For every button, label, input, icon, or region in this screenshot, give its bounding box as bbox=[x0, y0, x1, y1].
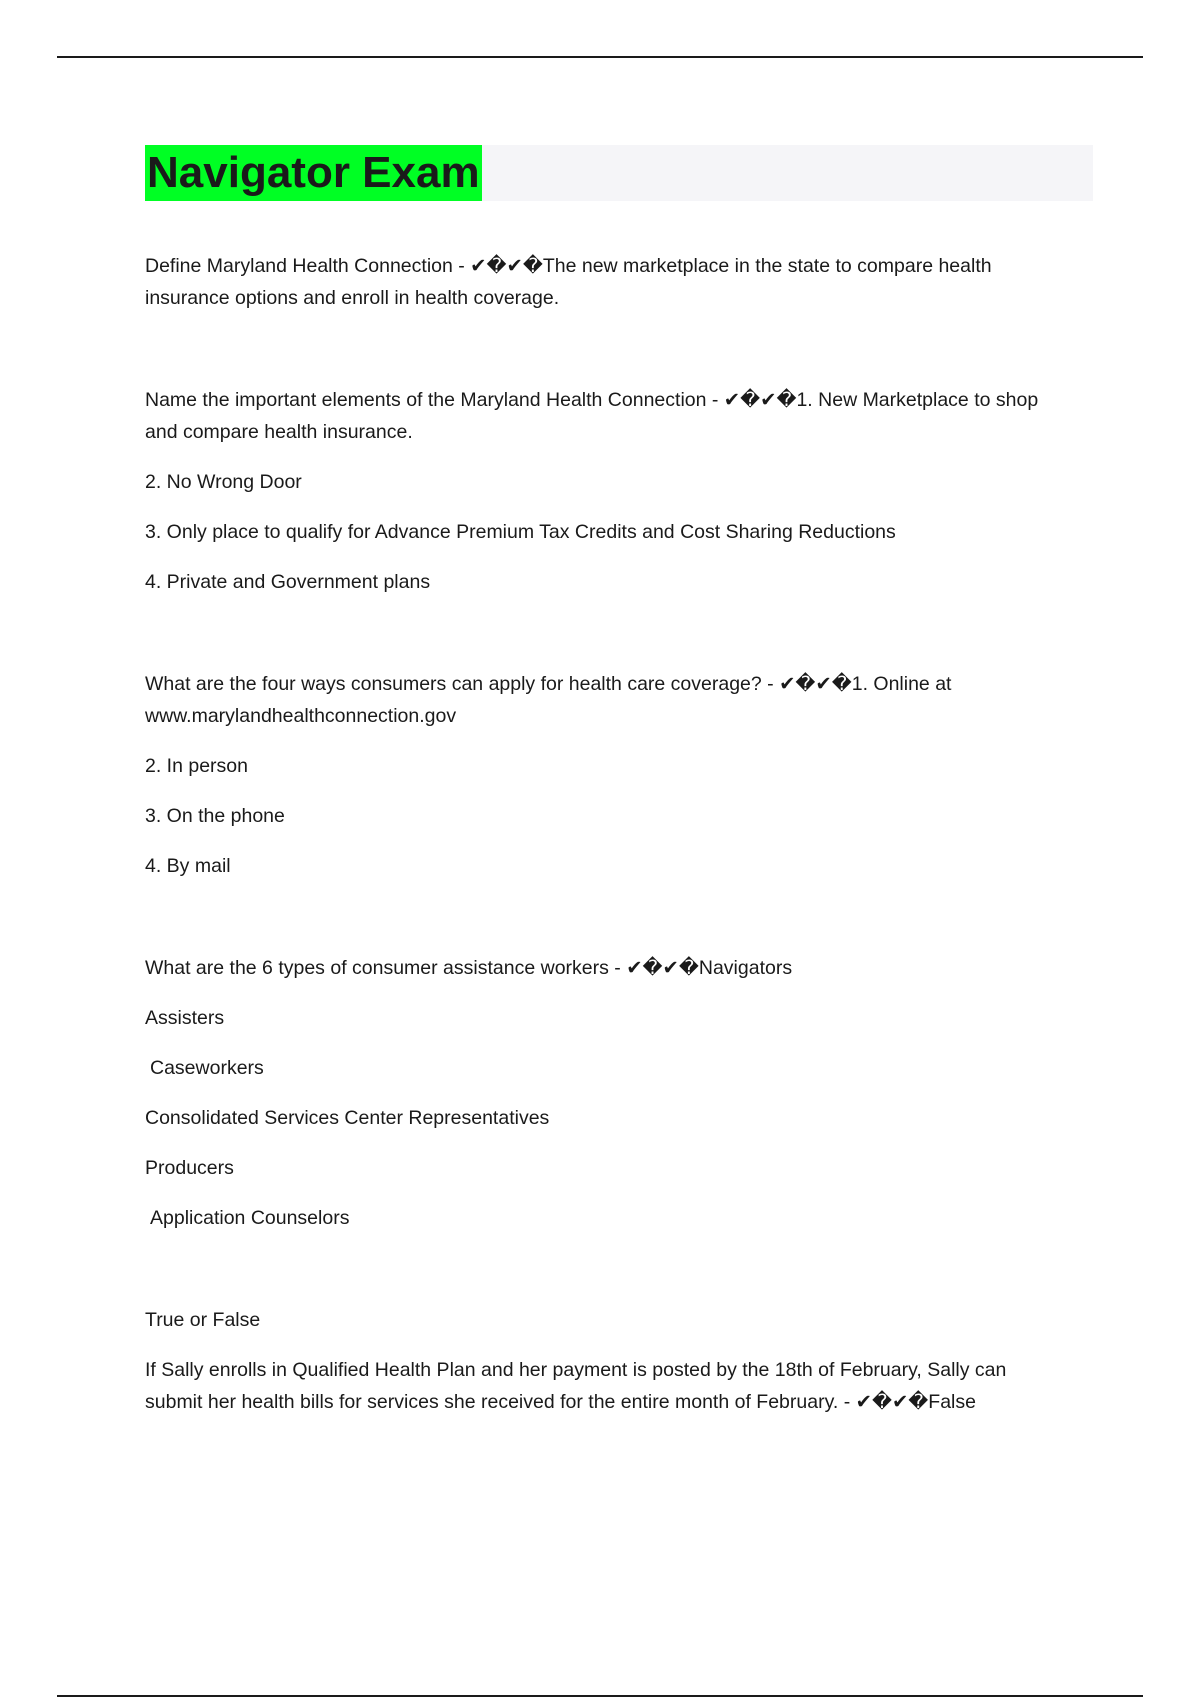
list-item: 2. In person bbox=[145, 755, 248, 777]
list-item: 2. No Wrong Door bbox=[145, 471, 302, 493]
question-3: What are the four ways consumers can apply for health care coverage? - ✔�✔�1. Online at www.marylandhealthconnection.gov bbox=[145, 673, 952, 727]
list-item: Assisters bbox=[145, 1007, 225, 1029]
list-item: 4. Private and Government plans bbox=[145, 571, 431, 593]
question-2: Name the important elements of the Maryland Health Connection - ✔�✔�1. New Marketplace to shop and compare health insurance. bbox=[145, 389, 1039, 443]
question-5: If Sally enrolls in Qualified Health Plan and her payment is posted by the 18th of February, Sally can submit her health bills for services she received for the entire month of February. - ✔�✔�False bbox=[145, 1359, 1007, 1413]
document-body bbox=[145, 250, 1065, 1418]
question-1: Define Maryland Health Connection - ✔�✔�The new marketplace in the state to compare health insurance options and enroll in health coverage. bbox=[145, 255, 992, 309]
list-item: Caseworkers bbox=[150, 1057, 264, 1079]
list-item: Application Counselors bbox=[150, 1207, 350, 1229]
page-title: Navigator Exam bbox=[145, 145, 482, 201]
list-item: 3. On the phone bbox=[145, 805, 285, 827]
question-4: What are the 6 types of consumer assistance workers - ✔�✔�Navigators bbox=[145, 957, 793, 979]
top-rule bbox=[57, 56, 1143, 58]
list-item: Producers bbox=[145, 1157, 234, 1179]
list-item: Consolidated Services Center Representatives bbox=[145, 1107, 550, 1129]
list-item: 3. Only place to qualify for Advance Premium Tax Credits and Cost Sharing Reductions bbox=[145, 521, 896, 543]
list-item: 4. By mail bbox=[145, 855, 231, 877]
bottom-rule bbox=[57, 1695, 1143, 1697]
question-5-label: True or False bbox=[145, 1309, 261, 1331]
